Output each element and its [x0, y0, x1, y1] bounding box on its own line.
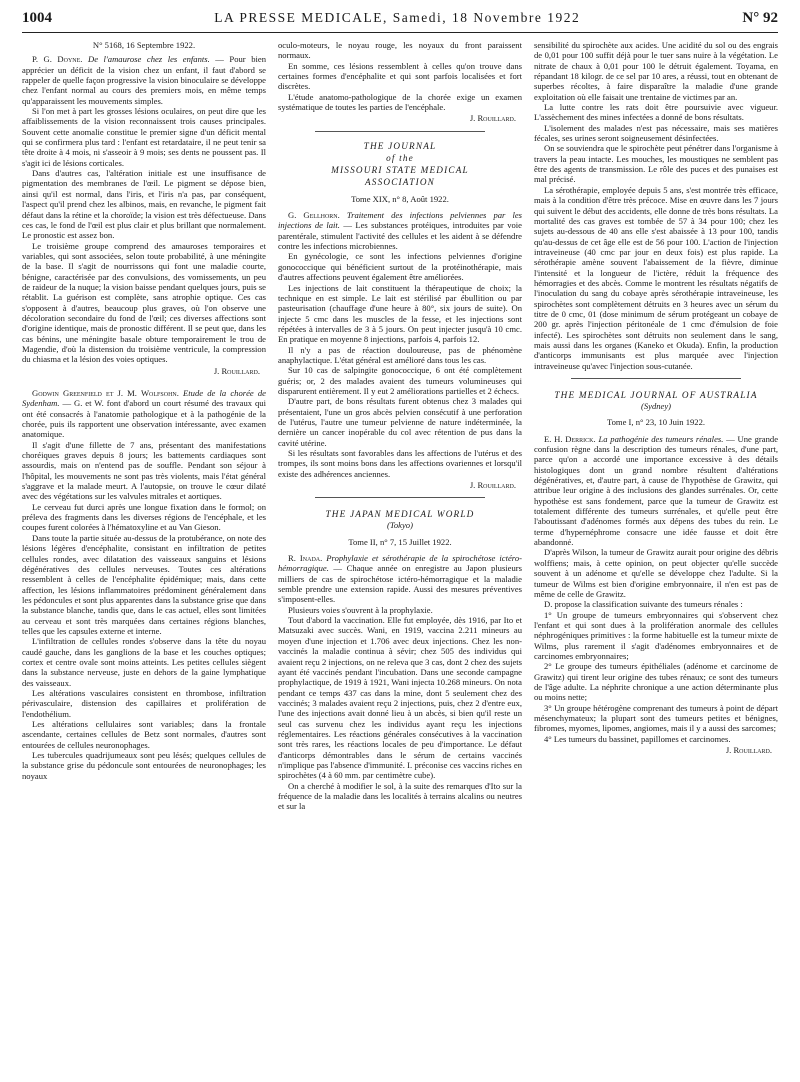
signature: J. Rouillard.: [213, 365, 260, 376]
paragraph: D'après Wilson, la tumeur de Grawitz aurait pour origine des débris wolffiens; mais, à cette opinion, on peut objecter qu'elle succède souvent à un adénome et qu'elle se développe chez l'adulte. Si la tumeur de Wilms est bien d'origine embryonnaire, il n'en est pas de même de celle de Grawitz.: [534, 547, 778, 599]
paragraph: La lutte contre les rats doit être poursuivie avec vigueur. L'assèchement des mines infectées a donné de bons résultats.: [534, 102, 778, 123]
paragraph: Les altérations vasculaires consistent en thrombose, infiltration périvasculaire, distension des capillaires et prolifération de l'endothélium.: [22, 687, 266, 719]
journal-header-australia: [534, 389, 778, 428]
article-author: G. Gellhorn.: [288, 210, 340, 221]
signature: J. Rouillard.: [469, 113, 516, 124]
columns: [22, 40, 778, 1074]
paragraph: 3° Un groupe hétérogène comprenant des tumeurs à point de départ mésenchymateux; la plupart sont des tumeurs petites et bénignes, fibromes, myomes, lipomes, angiomes, mais il y a aussi des sarcomes;: [534, 702, 778, 734]
journal-title: THE MEDICAL JOURNAL OF AUSTRALIA: [554, 390, 758, 400]
article-author: Godwin Greenfield et J. M. Wolfsohn.: [32, 388, 179, 398]
article-text: — Pour bien apprécier un déficit de la vision chez un enfant, il faut d'abord se rappeler de quelle façon progressive la vision binoculaire se développe chez l'enfant normal au cours des premiers mois, en même temps qu'apparaissent les mouvements simples.: [22, 54, 266, 106]
article-text: — Les substances protéiques, introduites par voie parentérale, stimulent l'activité des cellules et les aident à se défendre contre les infections microbiennes.: [278, 220, 522, 252]
journal-city: (Tokyo): [387, 520, 413, 531]
paragraph: En gynécologie, ce sont les infections pelviennes d'origine gonococcique qui bénéficient surtout de la protéinothérapie, mais d'autres affections peuvent également être améliorées.: [278, 251, 522, 283]
signature: J. Rouillard.: [469, 480, 516, 491]
issue-reference: N° 5168, 16 Septembre 1922.: [92, 40, 196, 50]
paragraph: 2° Le groupe des tumeurs épithéliales (adénome et carcinome de Grawitz) qui tirent leur origine des tubes rénaux; ce sont des tumeurs de l'âge adulte. La néphrite chronique a une action déterminante plus ou moins nette;: [534, 661, 778, 703]
article-title: De l'amaurose chez les enfants.: [87, 54, 210, 65]
paragraph: Plusieurs voies s'ouvrent à la prophylaxie.: [288, 604, 433, 615]
paragraph: En somme, ces lésions ressemblent à celles qu'on trouve dans certaines formes d'encéphalite et qui sont parfois localisées et fort discrètes.: [278, 60, 522, 92]
paragraph-continued: oculo-moteurs, le noyau rouge, les noyaux du front paraissent normaux.: [278, 40, 522, 61]
paragraph: Le cerveau fut durci après une longue fixation dans le formol; on préleva des fragments dans les diverses régions de l'encéphale, et les coupes furent colorées à l'hématoxyline et au Van Gieson.: [22, 501, 266, 533]
paragraph: D. propose la classification suivante des tumeurs rénales :: [544, 599, 743, 610]
journal-header-japan: [278, 508, 522, 547]
paragraph: La sérothérapie, employée depuis 5 ans, s'est montrée très efficace, mais à la condition d'être très précoce. Mise en œuvre dans les 7 jours qui suivent le début des accidents, elle donne de très bons résultats. La mortalité des cas graves est tombée de 57 à 34 pour 100; chez les sujets au-dessous de 40 ans elle s'est abaissée à 13 pour 100, tandis qu'au-dessus de cet âge elle est de 56 pour 100. L'action de l'injection intraveineuse (40 cmc par jour en deux fois) est plus rapide. La sérothérapie amène souvent l'abaissement de la fièvre, diminue l'intensité et la longueur de l'ictère, réduit la fréquence des hémorragies et des abcès. Comme le montrent les résultats négatifs de l'inoculation du sang du cobaye après sérothérapie intraveineuse, les spirochètes sont complètement détruits en 3 heures avec un sérum du titre de 0 cmc, 01 (dose minimum de sérum protégeant un cobaye de 200 gr. après l'injection péritonéale de 1 cmc d'émulsion de foie infecté). Les spirochètes sont détruits non seulement dans le sang, mais aussi dans les organes (Kaneko et Okuda). Enfin, la production d'anticorps immunisants est plus marquée avec l'injection intraveineuse qu'avec l'injection sous-cutanée.: [534, 184, 778, 371]
article-title: La pathogénie des tumeurs rénales.: [598, 433, 724, 444]
page-number: 1004: [22, 10, 52, 26]
signature: J. Rouillard.: [725, 745, 772, 755]
paragraph: Si l'on met à part les grosses lésions oculaires, on peut dire que les affaiblissements de la vision reconnaissent trois causes principales. Souvent cette anomalie constitue le premier signe d'un déficit mental qui se confirmera plus tard : l'enfant est retardataire, il ne peut tenir sa tête droite à 4 mois, ni s'asseoir à 9 mois; ses dents ne poussent pas. Il s'agit ici de lésions corticales.: [22, 106, 266, 168]
journal-title: THE JAPAN MEDICAL WORLD: [325, 509, 475, 520]
paragraph: On a cherché à modifier le sol, à la suite des remarques d'Ito sur la fréquence de la maladie dans les localités à terrains alcalins ou neutres et sur la: [278, 780, 522, 812]
article-derrick-lead: [534, 434, 778, 548]
paragraph: Le troisième groupe comprend des amauroses temporaires et variables, qui sont associées, selon toute probabilité, à une méningite de la base. Il s'agit de nourrissons qui font une maladie courte, bénigne, caractérisée par des convulsions, des vomissements, un peu de raideur de la nuque; la vision baisse pendant quelques jours, puis se rétablit. La guérison est complète, sans atrophie optique. Ces cas s'opposent à d'autres, beaucoup plus graves, où l'on observe une décoloration secondaire du fond de l'œil; ces diverses affections sont d'origine identique, mais de pronostic différent. Il se peut que, dans les cas bénins, une méningite basale obture temporairement le trou de Magendie, d'où la distension du troisième ventricule, la compression du chiasma et la lésion des voies optiques.: [22, 240, 266, 365]
paragraph: Il n'y a pas de réaction douloureuse, pas de phénomène anaphylactique. L'état général est amélioré dans tous les cas.: [278, 344, 522, 365]
paragraph: L'étude anatomo-pathologique de la chorée exige un examen systématique de toutes les parties de l'encéphale.: [278, 91, 522, 113]
article-text: — G. et W. font d'abord un court résumé des travaux qui ont été consacrés à l'anatomie pathologique et à la pathogénie de la chorée, puis ils rapportent une observation intéressante, avec examen anatomique.: [22, 398, 266, 440]
journal-issue: Tome XIX, n° 8, Août 1922.: [351, 193, 449, 204]
paragraph: Les altérations cellulaires sont variables; dans la frontale ascendante, certaines cellules de Betz sont normales, d'autres sont entourées de cellules neuronophages.: [22, 719, 266, 750]
journal-city: (Sydney): [640, 401, 672, 411]
newspaper-title: LA PRESSE MEDICALE, Samedi, 18 Novembre 1922: [214, 10, 581, 25]
paragraph: Dans d'autres cas, l'altération initiale est une insuffisance de pigmentation des membranes de l'œil. Le pigment se dépose bien, ainsi qu'il est normal, dans l'iris, et l'iris n'a pas, par conséquent, l'aspect qu'il prend chez les albinos, mais, en revanche, le pigment fait défaut dans la rétine et la choroïde; la vision est très défectueuse. Dans ces cas, le fond de l'œil est plus clair et plus brillant que normalement. Le pronostic est assez bon.: [22, 168, 266, 241]
journal-title: ASSOCIATION: [364, 176, 436, 187]
paragraph-continued: sensibilité du spirochète aux acides. Une acidité du sol ou des engrais de 0,01 pour 100 suffit déjà pour le tuer sans nuire à la végétation. Le nitrate de chaux à 0,01 pour 100 le détruit également. Toyama, en répandant 18 kilogr. de ce sel par 10 ares, a réussi, tout en obtenant de superbes récoltes, à faire disparaître la maladie d'une grande exploitation où elle faisait une trentaine de victimes par an.: [534, 40, 778, 102]
paragraph: 4° Les tumeurs du bassinet, papillomes et carcinomes.: [544, 733, 731, 744]
article-text: — Une grande confusion règne dans la description des tumeurs rénales, d'une part, parce qu'on a accordé une importance excessive à des détails histologiques dont un grand nombre résultent d'altérations dégénératives, et, d'autre part, à cause de l'hypothèse de Grawitz, qui attribue leur origine à des inclusions des glandes surrénales. Or, cette hypothèse est sans fondement, parce que la tumeur de Grawitz est totalement différente des tumeurs surrénales, et qu'elle peut être l'aboutissant d'adénomes formés aux dépens des tubes du rein. Le terme d'hypernéphrome consacre une idée fausse et doit être abandonné.: [534, 433, 778, 548]
divider: [315, 131, 486, 132]
article-author: E. H. Derrick.: [544, 433, 596, 444]
paragraph: Les injections de lait constituent la thérapeutique de choix; la technique en est simple. Le lait est stérilisé par ébullition ou par pasteurisation (chauffage d'une heure à 80°, six jours de suite). On injecte 5 cmc dans les muscles de la fesse, et les injections sont répétées à intervalles de 3 à 5 jours. On peut injecter jusqu'à 10 cmc. En pratique en moyenne 8 injections, parfois 4, parfois 12.: [278, 282, 522, 345]
article-text: — Chaque année on enregistre au Japon plusieurs milliers de cas de spirochétose ictéro-hémorragique et la maladie semble prendre une extension rapide. Aussi des mesures préventives s'imposent-elles.: [278, 563, 522, 605]
journal-title: THE JOURNAL: [363, 140, 437, 151]
divider: [315, 497, 486, 498]
article-title: Etude de la chorée de Sydenham.: [22, 388, 266, 409]
issue-number: N° 92: [742, 10, 778, 26]
divider: [571, 378, 742, 379]
paragraph: D'autre part, de bons résultats furent obtenus chez 3 malades qui présentaient, l'une un gros abcès pelvien consécutif à une perforation de l'utérus, l'autre une tumeur pelvienne de nature indéterminée, la dernière un cancer inopérable du col avec rétention de pus dans la cavité utérine.: [278, 396, 522, 448]
article-author: P. G. Doyne.: [32, 54, 83, 65]
journal-header-missouri: [278, 140, 522, 204]
paragraph: Si les résultats sont favorables dans les affections de l'utérus et des trompes, ils sont moins bons dans les affections ovariennes et lorsqu'il existe des adhérences anciennes.: [278, 448, 522, 479]
column-1: [22, 40, 266, 1074]
article-gellhorn-lead: [278, 210, 522, 251]
paragraph: Dans toute la partie située au-dessus de la protubérance, on note des lésions légères d'encéphalite, consistant en infiltration de petites cellules rondes, avec dilatation des vaisseaux sanguins et lésions dégénératives des cellules nerveuses. Toutes ces altérations ressemblent à celles de l'encéphalite épidémique; mais, dans cette affection, les lésions inflammatoires prédominent généralement dans les pédoncules et sont plus apparentes dans la substance grise que dans la substance blanche, tandis que, dans le cas actuel, elles sont limitées au cerveau et sont très marquées dans certaines régions blanches, telles que les capsules externe et interne.: [22, 532, 266, 636]
paragraph: On se souviendra que le spirochète peut pénétrer dans l'organisme à travers la peau intacte. Les mouches, les moustiques ne semblent pas être des agents de transmission. Le rôle des puces et des punaises est mal précisé.: [534, 143, 778, 185]
journal-issue: Tome I, n° 23, 10 Juin 1922.: [606, 417, 706, 428]
column-2: [278, 40, 522, 1074]
article-title: Traitement des infections pelviennes par les injections de lait.: [278, 210, 522, 231]
article-doyne-lead: [22, 54, 266, 106]
journal-issue: Tome II, n° 7, 15 Juillet 1922.: [348, 536, 452, 547]
paragraph: Tout d'abord la vaccination. Elle fut employée, dès 1916, par Ito et Matsuzaki avec succès. Wani, en 1919, vaccina 2.211 mineurs au moyen d'une injection et 1.706 avec deux injections. Chez les non-vaccinés la maladie continua à sévir; chez 505 des individus qui avaient reçu 2 injections, on ne releva que 3 cas, dont 2 chez des sujets ayant été vaccinés pendant l'incubation. Dans une seconde campagne prophylactique, de 1919 à 1921, Wani injecta 10.268 mineurs. On nota pendant ce temps 437 cas dans la mine, dont 5 seulement chez des vaccinés; 3 malades avaient reçu 2 injections, puis, chez 2 d'entre eux, l'une des injections avait donné lieu à un abcès, si bien qu'il reste un seul cas survenu chez les individus ayant reçu les injections réglementaires. Les réactions générales consécutives à la vaccination sont très rares, les réactions locales de peu d'importance. Le défaut d'anticorps démontrables dans le sérum de certains vaccinés n'implique pas l'absence d'immunité. I. préconise ces vaccins riches en spirochètes (4 à 60 mm. par centimètre cube).: [278, 615, 522, 781]
journal-title: MISSOURI STATE MEDICAL: [331, 164, 469, 175]
paragraph: Les tubercules quadrijumeaux sont peu lésés; quelques cellules de la substance grise du pédoncule sont entourées de neuronophages; les noyaux: [22, 750, 266, 781]
paragraph: Il s'agit d'une fillette de 7 ans, présentant des manifestations choréiques graves depuis 8 jours; les battements cardiaques sont assourdis, mais on n'entend pas de souffle. Pendant son séjour à l'hôpital, les mouvements ne sont pas très violents, mais l'état général s'aggrave et la malade meurt. A l'autopsie, on trouve le cœur dilaté avec des végétations sur les valvules mitrales et aortiques.: [22, 439, 266, 502]
article-greenfield-lead: [22, 388, 266, 440]
article-title: Prophylaxie et sérothérapie de la spirochétose ictéro-hémorragique.: [278, 553, 522, 574]
page-header: [22, 10, 778, 33]
paragraph: L'isolement des malades n'est pas nécessaire, mais ses matières fécales, ses urines seront soigneusement désinfectées.: [534, 122, 778, 144]
article-inada-lead: [278, 553, 522, 605]
paragraph: Sur 10 cas de salpingite gonococcique, 6 ont été complètement guéris; or, 2 des malades avaient des tumeurs volumineuses qui disparurent entièrement. Il y eut 2 améliorations partielles et 2 échecs.: [278, 365, 522, 396]
column-3: [534, 40, 778, 1074]
paragraph: L'infiltration de cellules rondes s'observe dans la tête du noyau caudé gauche, dans les ganglions de la base et les couches optiques; cortex et centre ovale sont moins atteints. Les petites cellules siègent dans la substance nerveuse, juste en dehors de la gaine lymphatique des vaisseaux.: [22, 636, 266, 688]
journal-title: of the: [386, 152, 414, 163]
paragraph: 1° Un groupe de tumeurs embryonnaires qui s'observent chez l'enfant et qui sont dues à la prolifération anormale des cellules néphrogéniques primitives : la forme habituelle est la tumeur mixte de Wilms, plus rarement il s'agit d'adénomes embryonnaires et de carcinomes embryonnaires;: [534, 609, 778, 661]
article-author: R. Inada.: [288, 553, 323, 564]
